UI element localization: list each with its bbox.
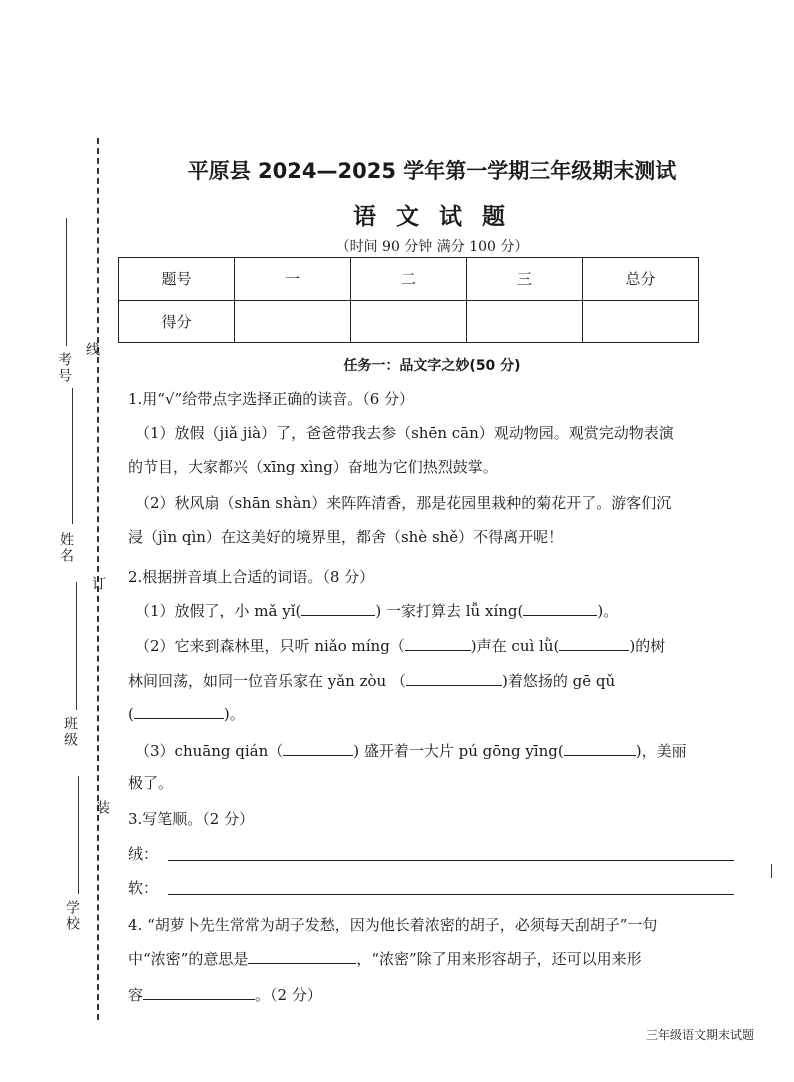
bind-char-bind: 装 (94, 800, 110, 814)
score-cell[interactable] (235, 300, 351, 343)
q4-line (128, 948, 642, 969)
q2-line (135, 600, 618, 621)
q3-item-label: 软： (128, 879, 159, 897)
q2-text: ( (128, 705, 134, 723)
q4-text: ，“浓密”除了用来形容胡子，还可以用来形 (356, 950, 642, 968)
q2-line (128, 670, 615, 691)
q2-text: )的树 (629, 637, 666, 655)
score-table-header-row (119, 258, 699, 301)
score-header-cell: 二 (351, 258, 467, 301)
name-line[interactable] (72, 388, 73, 524)
q1-line: （1）放假（jiǎ jià）了，爸爸带我去参（shēn cān）观动物园。观赏完动物表演 (135, 424, 674, 442)
q2-text: ) 一家打算去 lǚ xíng( (375, 602, 524, 620)
school-line[interactable] (78, 776, 79, 894)
exam-number-label: 考号 (56, 352, 72, 384)
exam-title: 平原县 2024—2025 学年第一学期三年级期末测试 (187, 159, 677, 183)
name-label: 姓名 (58, 532, 74, 564)
q2-text: （1）放假了，小 mǎ yǐ( (135, 602, 302, 620)
q2-text: )着悠扬的 gē qǔ (501, 672, 616, 690)
q1-line: 浸（jìn qìn）在这美好的境界里，都舍（shè shě）不得离开呢！ (128, 528, 564, 546)
q2-prompt: 2.根据拼音填上合适的词语。（8 分） (128, 568, 375, 586)
page-footer: 三年级语文期末试题 (645, 1028, 754, 1042)
q3-prompt: 3.写笔顺。（2 分） (128, 810, 255, 828)
answer-blank[interactable] (564, 741, 636, 756)
bind-char-line: 线 (84, 342, 100, 356)
q2-text: )。 (597, 602, 619, 620)
q2-text: ) 盛开着一大片 pú gōng yīng( (353, 742, 564, 760)
q2-text: 林间回荡，如同一位音乐家在 yǎn zòu （ (128, 672, 406, 690)
q2-text: （3）chuāng qián（ (135, 742, 284, 760)
q3-item-label: 绒： (128, 845, 159, 863)
exam-number-line[interactable] (66, 218, 67, 346)
class-line[interactable] (76, 582, 77, 710)
answer-blank[interactable] (248, 949, 356, 964)
q2-text: )。 (223, 705, 245, 723)
q4-text: 容 (128, 986, 144, 1004)
answer-blank[interactable] (134, 704, 224, 719)
score-header-cell: 总分 (583, 258, 699, 301)
q2-line (135, 635, 665, 656)
q4-line: 4. “胡萝卜先生常常为胡子发愁，因为他长着浓密的胡子，必须每天刮胡子”一句 (128, 916, 658, 934)
answer-blank[interactable] (406, 671, 502, 686)
answer-blank[interactable] (301, 601, 375, 616)
q1-prompt: 1.用“√”给带点字选择正确的读音。（6 分） (128, 390, 415, 408)
q2-text: )声在 cuì lǜ( (470, 637, 560, 655)
q4-text: 中“浓密”的意思是 (128, 950, 249, 968)
stroke-order-line[interactable] (168, 894, 734, 895)
answer-blank[interactable] (283, 741, 353, 756)
q2-line (128, 703, 245, 724)
task1-heading: 任务一：品文字之妙(50 分) (343, 358, 521, 374)
q2-text: )，美丽 (635, 742, 687, 760)
subject-title: 语 文 试 题 (352, 204, 512, 230)
q4-line (128, 984, 322, 1005)
q4-text: 。（2 分） (255, 986, 322, 1004)
school-label: 学校 (64, 900, 80, 932)
score-table (118, 257, 699, 343)
q1-line: （2）秋风扇（shān shàn）来阵阵清香，那是花园里栽种的菊花开了。游客们沉 (135, 494, 672, 512)
q2-line: 极了。 (128, 774, 174, 792)
answer-blank[interactable] (405, 636, 471, 651)
answer-blank[interactable] (143, 985, 255, 1000)
score-header-cell: 题号 (119, 258, 235, 301)
score-cell[interactable] (467, 300, 583, 343)
q2-line (135, 740, 687, 761)
bind-char-staple: 订 (90, 576, 106, 590)
score-cell[interactable] (351, 300, 467, 343)
score-header-cell: 三 (467, 258, 583, 301)
scan-mark (771, 864, 772, 878)
exam-meta: （时间 90 分钟 满分 100 分） (335, 239, 529, 255)
score-row-label: 得分 (119, 300, 235, 343)
class-label: 班级 (62, 716, 78, 748)
answer-blank[interactable] (559, 636, 629, 651)
stroke-order-line[interactable] (168, 860, 734, 861)
q2-text: （2）它来到森林里，只听 niǎo míng（ (135, 637, 405, 655)
score-table-score-row (119, 300, 699, 343)
score-header-cell: 一 (235, 258, 351, 301)
answer-blank[interactable] (523, 601, 597, 616)
score-cell[interactable] (583, 300, 699, 343)
q1-line: 的节目，大家都兴（xīng xìng）奋地为它们热烈鼓掌。 (128, 458, 498, 476)
